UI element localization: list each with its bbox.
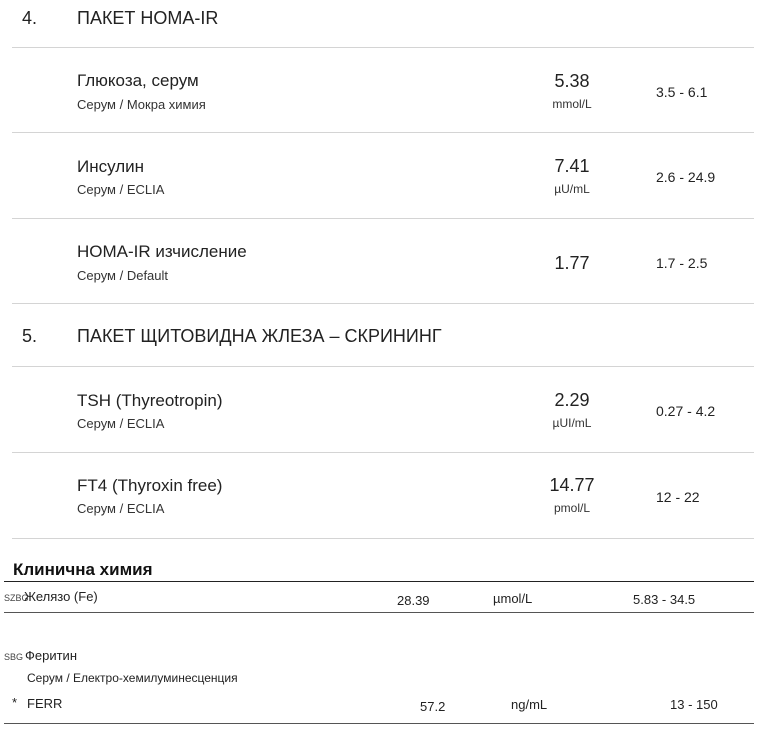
reference-range: 13 - 150 xyxy=(670,697,718,712)
flag-marker: * xyxy=(12,695,18,710)
lab-code: SBG xyxy=(4,652,24,662)
package-title: ПАКЕТ HOMA-IR xyxy=(77,8,219,28)
test-unit: mmol/L xyxy=(552,97,592,111)
divider xyxy=(4,723,754,724)
test-value: 1.77 xyxy=(554,253,590,273)
test-value: 28.39 xyxy=(397,593,430,608)
reference-range: 3.5 - 6.1 xyxy=(656,84,708,100)
divider xyxy=(12,366,754,367)
test-unit: µU/mL xyxy=(554,182,590,196)
test-name: Желязо (Fe) xyxy=(24,589,98,604)
package-number: 5. xyxy=(22,326,38,346)
test-value: 57.2 xyxy=(420,699,446,714)
reference-range: 2.6 - 24.9 xyxy=(656,169,716,185)
test-name: Инсулин xyxy=(77,157,145,176)
test-unit: ng/mL xyxy=(511,697,548,712)
reference-range: 0.27 - 4.2 xyxy=(656,403,716,419)
divider xyxy=(12,218,754,219)
test-unit: pmol/L xyxy=(553,501,591,515)
section-title: Клинична химия xyxy=(13,560,153,579)
lab-code: SZBG xyxy=(4,593,29,603)
divider xyxy=(4,612,754,613)
package-number: 4. xyxy=(22,8,38,28)
test-name: TSH (Thyreotropin) xyxy=(77,391,223,410)
test-method: Серум / Електро-хемилуминесценция xyxy=(27,671,238,685)
sub-test-name: FERR xyxy=(27,696,63,711)
package-title: ПАКЕТ ЩИТОВИДНА ЖЛЕЗА – СКРИНИНГ xyxy=(77,326,442,346)
test-value: 5.38 xyxy=(554,71,590,91)
reference-range: 1.7 - 2.5 xyxy=(656,255,708,271)
test-unit: µUI/mL xyxy=(552,416,592,430)
test-name: HOMA-IR изчисление xyxy=(77,242,247,261)
reference-range: 12 - 22 xyxy=(656,489,700,505)
reference-range: 5.83 - 34.5 xyxy=(633,592,696,607)
section-divider xyxy=(4,581,754,582)
test-method: Серум / Default xyxy=(77,268,169,283)
test-method: Серум / ECLIA xyxy=(77,501,165,516)
test-value: 7.41 xyxy=(554,156,590,176)
test-unit: µmol/L xyxy=(493,591,533,606)
divider xyxy=(12,303,754,304)
test-method: Серум / ECLIA xyxy=(77,416,165,431)
test-value: 2.29 xyxy=(554,390,590,410)
divider xyxy=(12,452,754,453)
test-name: FT4 (Thyroxin free) xyxy=(77,476,223,495)
divider xyxy=(12,132,754,133)
test-name: Глюкоза, серум xyxy=(77,71,199,90)
test-method: Серум / ECLIA xyxy=(77,182,165,197)
divider xyxy=(12,538,754,539)
test-name: Феритин xyxy=(25,648,77,663)
test-method: Серум / Мокра химия xyxy=(77,97,206,112)
test-value: 14.77 xyxy=(549,475,595,495)
divider xyxy=(12,47,754,48)
